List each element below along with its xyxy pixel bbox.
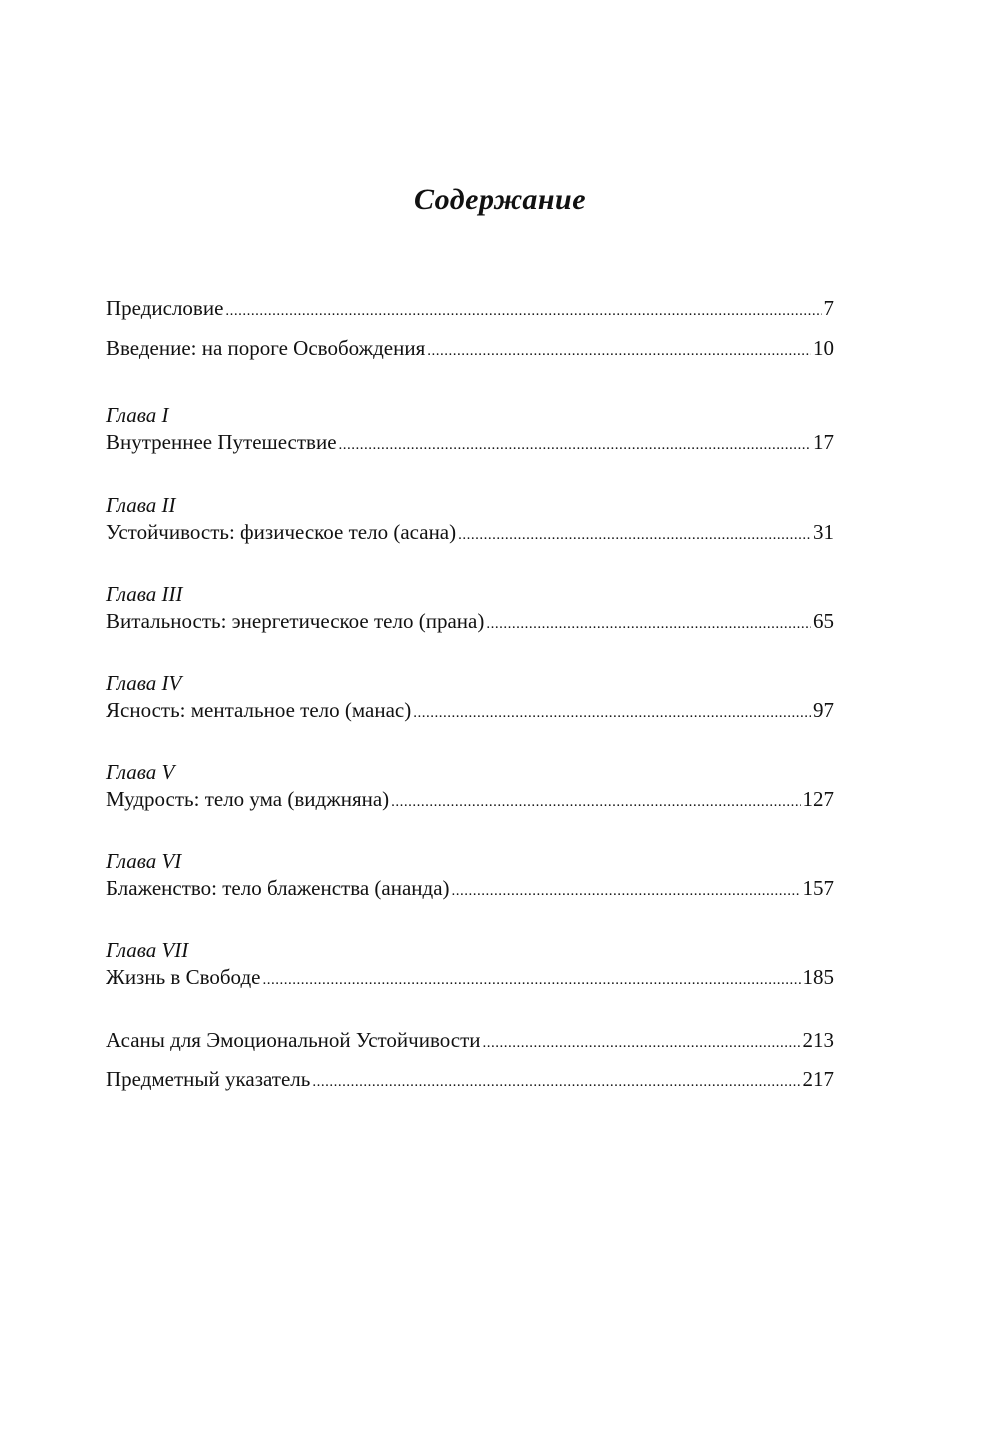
toc-entry-label: Устойчивость: физическое тело (асана) [106,520,457,544]
toc-entry-introduction [106,333,834,363]
toc-page-number: 7 [823,296,834,320]
dot-leader [339,427,811,457]
toc-entry-label: Предисловие [106,296,224,320]
toc-entry-label: Мудрость: тело ума (виджняна) [106,787,390,811]
dot-leader [427,333,811,363]
toc-page-number: 127 [802,787,834,811]
chapter-number: Глава V [106,760,175,784]
chapter-number: Глава IV [106,671,182,695]
toc-page-number: 97 [813,698,834,722]
toc-entry-label: Введение: на пороге Освобождения [106,336,426,360]
toc-entry-label: Жизнь в Свободе [106,965,261,989]
toc-page-number: 31 [813,520,834,544]
dot-leader [312,1064,800,1094]
toc-page-number: 65 [813,609,834,633]
chapter-number: Глава VII [106,938,189,962]
toc-entry-chapter-5 [106,784,834,814]
dot-leader [452,873,801,903]
chapter-number: Глава I [106,403,169,427]
chapter-number: Глава III [106,582,183,606]
toc-entry-label: Внутреннее Путешествие [106,430,337,454]
toc-entry-chapter-2 [106,517,834,547]
dot-leader [262,962,800,992]
dot-leader [458,517,811,547]
dot-leader [483,1025,801,1055]
toc-entry-preface [106,293,834,323]
toc-entry-label: Асаны для Эмоциональной Устойчивости [106,1028,481,1052]
toc-entry-chapter-6 [106,873,834,903]
dot-leader [486,606,811,636]
toc-page-number: 213 [802,1028,834,1052]
chapter-number: Глава II [106,493,176,517]
toc-entry-label: Блаженство: тело блаженства (ананда) [106,876,450,900]
chapter-number: Глава VI [106,849,182,873]
toc-entry-chapter-1 [106,427,834,457]
toc-entry-asanas [106,1025,834,1055]
toc-page-number: 157 [802,876,834,900]
toc-entry-label: Предметный указатель [106,1067,311,1091]
toc-entry-chapter-3 [106,606,834,636]
dot-leader [391,784,800,814]
toc-entry-chapter-7 [106,962,834,992]
toc-entry-chapter-4 [106,695,834,725]
toc-page-number: 185 [802,965,834,989]
toc-entry-label: Витальность: энергетическое тело (прана) [106,609,485,633]
toc-entry-label: Ясность: ментальное тело (манас) [106,698,412,722]
dot-leader [225,293,821,323]
dot-leader [413,695,811,725]
toc-page-number: 17 [813,430,834,454]
toc-entry-index [106,1064,834,1094]
toc-page-number: 217 [802,1067,834,1091]
page-title: Содержание [413,183,587,216]
toc-page-number: 10 [813,336,834,360]
